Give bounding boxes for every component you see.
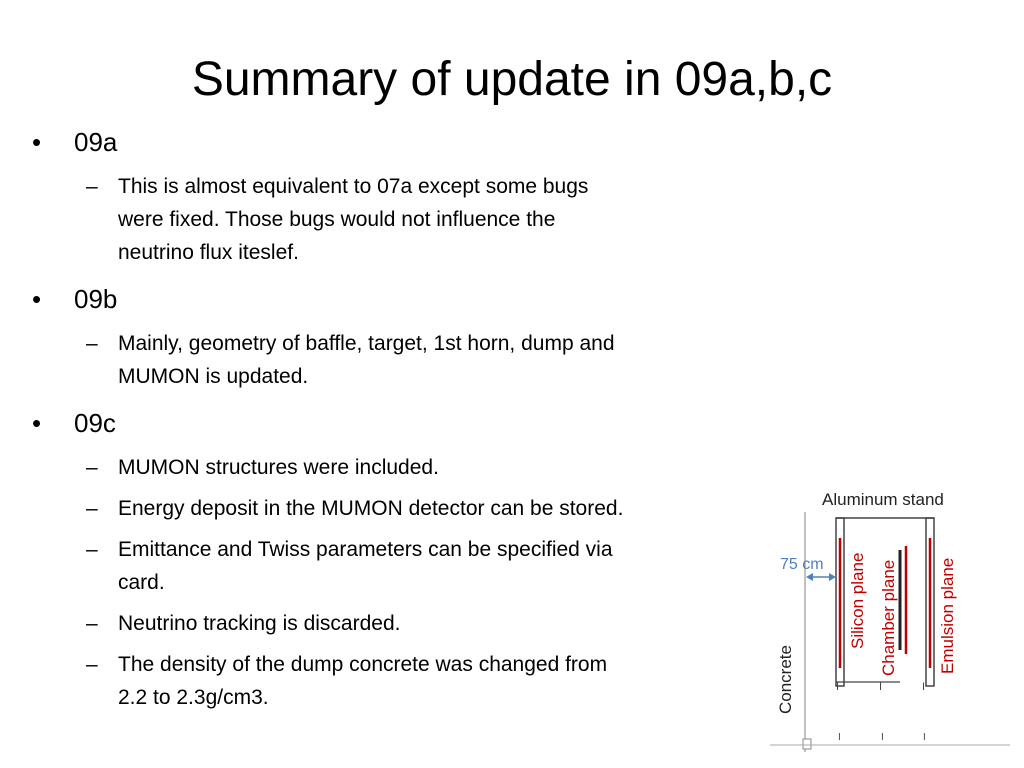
bullet-heading: 09c: [74, 408, 116, 438]
sub-bullet-line: card.: [118, 571, 165, 594]
bullet-heading: 09b: [74, 284, 118, 314]
bullet-glyph: •: [32, 284, 42, 314]
concrete-corner: [803, 739, 811, 749]
sub-bullet-line: were fixed. Those bugs would not influence the: [118, 208, 556, 231]
sub-bullet-line: The density of the dump concrete was changed from: [118, 653, 608, 676]
bullet-heading: 09a: [74, 127, 118, 157]
sub-bullet: [30, 607, 770, 640]
dash-glyph: –: [86, 175, 98, 198]
dash-glyph: –: [86, 456, 98, 479]
dash-glyph: –: [86, 497, 98, 520]
dash-glyph: –: [86, 612, 98, 635]
chamber-plane-label: Chamber plane: [879, 559, 898, 676]
sub-bullet-line: This is almost equivalent to 07a except some bugs: [118, 175, 589, 198]
silicon-plane-label: Silicon plane: [848, 552, 867, 649]
bullet-glyph: •: [32, 127, 42, 157]
mumon-figure: [770, 484, 1010, 762]
stand-foot-glyph: I: [838, 732, 841, 743]
sub-bullet: [30, 170, 770, 269]
sub-bullet: [30, 492, 770, 525]
sub-bullet: [30, 327, 770, 393]
sub-bullet: [30, 533, 770, 599]
sub-bullet-line: Neutrino tracking is discarded.: [118, 612, 401, 635]
emulsion-plane-label: Emulsion plane: [938, 557, 957, 674]
mumon-diagram: [770, 484, 1010, 762]
bullet-glyph: •: [32, 408, 42, 438]
sub-bullet: [30, 451, 770, 484]
sub-bullet-line: Mainly, geometry of baffle, target, 1st horn, dump and: [118, 332, 615, 355]
dash-glyph: –: [86, 332, 98, 355]
sub-bullet-line: MUMON structures were included.: [118, 456, 439, 479]
bullet-09c: [30, 403, 770, 443]
sub-bullet-line: neutrino flux iteslef.: [118, 241, 299, 264]
bullet-09b: [30, 279, 770, 319]
sub-bullet-line: MUMON is updated.: [118, 365, 309, 388]
sub-bullet: [30, 648, 770, 714]
sub-bullet-line: Emittance and Twiss parameters can be specified via: [118, 538, 613, 561]
stand-foot-glyph: I: [879, 681, 883, 693]
stand-foot-glyph: I: [922, 681, 926, 693]
sub-bullet-line: 2.2 to 2.3g/cm3.: [118, 686, 269, 709]
distance-label: 75 cm: [780, 556, 824, 573]
aluminum-stand-label: Aluminum stand: [822, 490, 944, 509]
sub-bullet-line: Energy deposit in the MUMON detector can be stored.: [118, 497, 624, 520]
stand-foot-glyph: I: [923, 732, 926, 743]
stand-foot-glyph: I: [881, 732, 884, 743]
stand-foot-glyph: I: [836, 681, 840, 693]
slide-title: Summary of update in 09a,b,c: [191, 53, 833, 106]
bullet-09a: [30, 122, 770, 162]
dash-glyph: –: [86, 653, 98, 676]
dash-glyph: –: [86, 538, 98, 561]
slide-content: [30, 118, 770, 714]
concrete-label: Concrete: [776, 645, 795, 714]
